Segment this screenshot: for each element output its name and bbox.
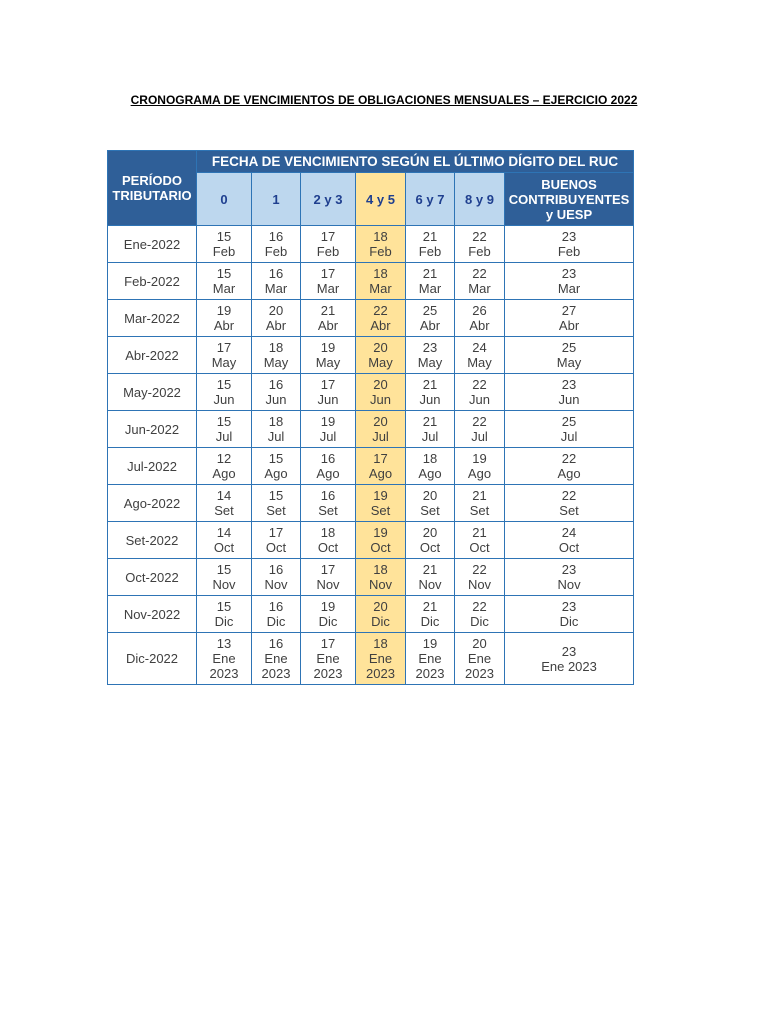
due-date-cell: 17 Ene 2023: [301, 633, 356, 685]
table-row: [108, 448, 634, 485]
period-header: [108, 151, 197, 226]
due-date-cell: 20 Ene 2023: [455, 633, 505, 685]
due-date-cell: 21 Jul: [406, 411, 455, 448]
due-date-cell: 22 Abr: [356, 300, 406, 337]
due-date-cell: 18 Oct: [301, 522, 356, 559]
period-cell: Jul-2022: [108, 448, 197, 485]
due-date-cell: 17 Mar: [301, 263, 356, 300]
due-date-cell: 18 Ago: [406, 448, 455, 485]
due-date-cell: 18 Mar: [356, 263, 406, 300]
due-date-cell: 21 Feb: [406, 226, 455, 263]
due-date-cell: 26 Abr: [455, 300, 505, 337]
due-date-cell: 14 Oct: [197, 522, 252, 559]
due-date-cell: 25 Abr: [406, 300, 455, 337]
due-date-cell: 19 Jul: [301, 411, 356, 448]
due-date-cell: 16 Set: [301, 485, 356, 522]
column-header-6: BUENOS CONTRIBUYENTES y UESP: [505, 173, 634, 226]
period-cell: Ene-2022: [108, 226, 197, 263]
due-date-cell: 21 Jun: [406, 374, 455, 411]
due-date-cell: 19 Ene 2023: [406, 633, 455, 685]
period-cell: Set-2022: [108, 522, 197, 559]
table-row: [108, 522, 634, 559]
column-header-2: 2 y 3: [301, 173, 356, 226]
table-row: [108, 374, 634, 411]
due-date-cell: 19 Set: [356, 485, 406, 522]
due-date-cell: 12 Ago: [197, 448, 252, 485]
due-date-cell: 16 Jun: [252, 374, 301, 411]
due-date-cell: 18 May: [252, 337, 301, 374]
due-date-cell: 21 Mar: [406, 263, 455, 300]
due-date-cell: 18 Feb: [356, 226, 406, 263]
table-row: [108, 226, 634, 263]
due-date-cell: 24 May: [455, 337, 505, 374]
due-date-cell: 15 Mar: [197, 263, 252, 300]
column-header-4: 6 y 7: [406, 173, 455, 226]
due-date-cell: 21 Dic: [406, 596, 455, 633]
period-cell: Abr-2022: [108, 337, 197, 374]
due-date-cell: 23 Feb: [505, 226, 634, 263]
due-date-cell: 15 Nov: [197, 559, 252, 596]
due-date-cell: 27 Abr: [505, 300, 634, 337]
due-date-cell: 20 Abr: [252, 300, 301, 337]
due-date-cell: 17 Jun: [301, 374, 356, 411]
due-date-cell: 19 Dic: [301, 596, 356, 633]
due-date-cell: 18 Jul: [252, 411, 301, 448]
table-row: [108, 596, 634, 633]
due-date-cell: 23 Nov: [505, 559, 634, 596]
period-cell: May-2022: [108, 374, 197, 411]
due-date-cell: 17 Oct: [252, 522, 301, 559]
due-date-cell: 22 Mar: [455, 263, 505, 300]
due-date-cell: 20 Oct: [406, 522, 455, 559]
table-row: [108, 411, 634, 448]
period-cell: Jun-2022: [108, 411, 197, 448]
due-date-cell: 17 Feb: [301, 226, 356, 263]
period-cell: Feb-2022: [108, 263, 197, 300]
due-date-cell: 18 Nov: [356, 559, 406, 596]
due-date-cell: 22 Set: [505, 485, 634, 522]
due-date-cell: 22 Jul: [455, 411, 505, 448]
due-date-cell: 16 Mar: [252, 263, 301, 300]
table-row: [108, 485, 634, 522]
due-date-cell: 16 Ago: [301, 448, 356, 485]
period-cell: Dic-2022: [108, 633, 197, 685]
due-date-cell: 15 Jun: [197, 374, 252, 411]
due-date-cell: 21 Nov: [406, 559, 455, 596]
period-header-label: PERÍODO TRIBUTARIO: [112, 173, 192, 203]
due-date-cell: 23 Jun: [505, 374, 634, 411]
column-header-3: 4 y 5: [356, 173, 406, 226]
schedule-body: [108, 226, 634, 685]
due-date-cell: 22 Dic: [455, 596, 505, 633]
column-header-5: 8 y 9: [455, 173, 505, 226]
due-date-cell: 21 Oct: [455, 522, 505, 559]
due-date-cell: 16 Feb: [252, 226, 301, 263]
due-date-cell: 15 Set: [252, 485, 301, 522]
due-date-cell: 20 Dic: [356, 596, 406, 633]
header-row-top: [108, 151, 634, 173]
column-header-1: 1: [252, 173, 301, 226]
due-date-cell: 24 Oct: [505, 522, 634, 559]
period-cell: Mar-2022: [108, 300, 197, 337]
due-date-cell: 25 May: [505, 337, 634, 374]
table-row: [108, 337, 634, 374]
due-date-cell: 19 Ago: [455, 448, 505, 485]
due-date-cell: 13 Ene 2023: [197, 633, 252, 685]
due-date-cell: 22 Jun: [455, 374, 505, 411]
due-date-cell: 17 May: [197, 337, 252, 374]
due-date-cell: 22 Feb: [455, 226, 505, 263]
due-date-cell: 22 Nov: [455, 559, 505, 596]
due-date-cell: 23 Dic: [505, 596, 634, 633]
due-date-cell: 17 Ago: [356, 448, 406, 485]
due-date-cell: 20 Jul: [356, 411, 406, 448]
due-date-cell: 16 Nov: [252, 559, 301, 596]
period-cell: Nov-2022: [108, 596, 197, 633]
table-row: [108, 263, 634, 300]
document-title: CRONOGRAMA DE VENCIMIENTOS DE OBLIGACIONES MENSUALES – EJERCICIO 2022: [130, 93, 638, 107]
due-date-cell: 25 Jul: [505, 411, 634, 448]
table-row: [108, 633, 634, 685]
ruc-digit-group-header: FECHA DE VENCIMIENTO SEGÚN EL ÚLTIMO DÍGITO DEL RUC: [197, 151, 634, 173]
due-date-cell: 20 Jun: [356, 374, 406, 411]
due-date-cell: 15 Ago: [252, 448, 301, 485]
due-date-cell: 15 Feb: [197, 226, 252, 263]
due-date-cell: 23 Mar: [505, 263, 634, 300]
due-date-cell: 15 Dic: [197, 596, 252, 633]
due-date-cell: 20 Set: [406, 485, 455, 522]
due-date-schedule-table: [107, 150, 634, 685]
due-date-cell: 23 May: [406, 337, 455, 374]
due-date-cell: 16 Ene 2023: [252, 633, 301, 685]
due-date-cell: 22 Ago: [505, 448, 634, 485]
table-row: [108, 300, 634, 337]
due-date-cell: 20 May: [356, 337, 406, 374]
period-cell: Oct-2022: [108, 559, 197, 596]
due-date-cell: 16 Dic: [252, 596, 301, 633]
table-row: [108, 559, 634, 596]
due-date-cell: 21 Set: [455, 485, 505, 522]
due-date-cell: 19 May: [301, 337, 356, 374]
due-date-cell: 19 Abr: [197, 300, 252, 337]
due-date-cell: 17 Nov: [301, 559, 356, 596]
due-date-cell: 21 Abr: [301, 300, 356, 337]
due-date-cell: 19 Oct: [356, 522, 406, 559]
due-date-cell: 15 Jul: [197, 411, 252, 448]
due-date-cell: 18 Ene 2023: [356, 633, 406, 685]
column-header-0: 0: [197, 173, 252, 226]
period-cell: Ago-2022: [108, 485, 197, 522]
due-date-cell: 14 Set: [197, 485, 252, 522]
due-date-cell: 23 Ene 2023: [505, 633, 634, 685]
